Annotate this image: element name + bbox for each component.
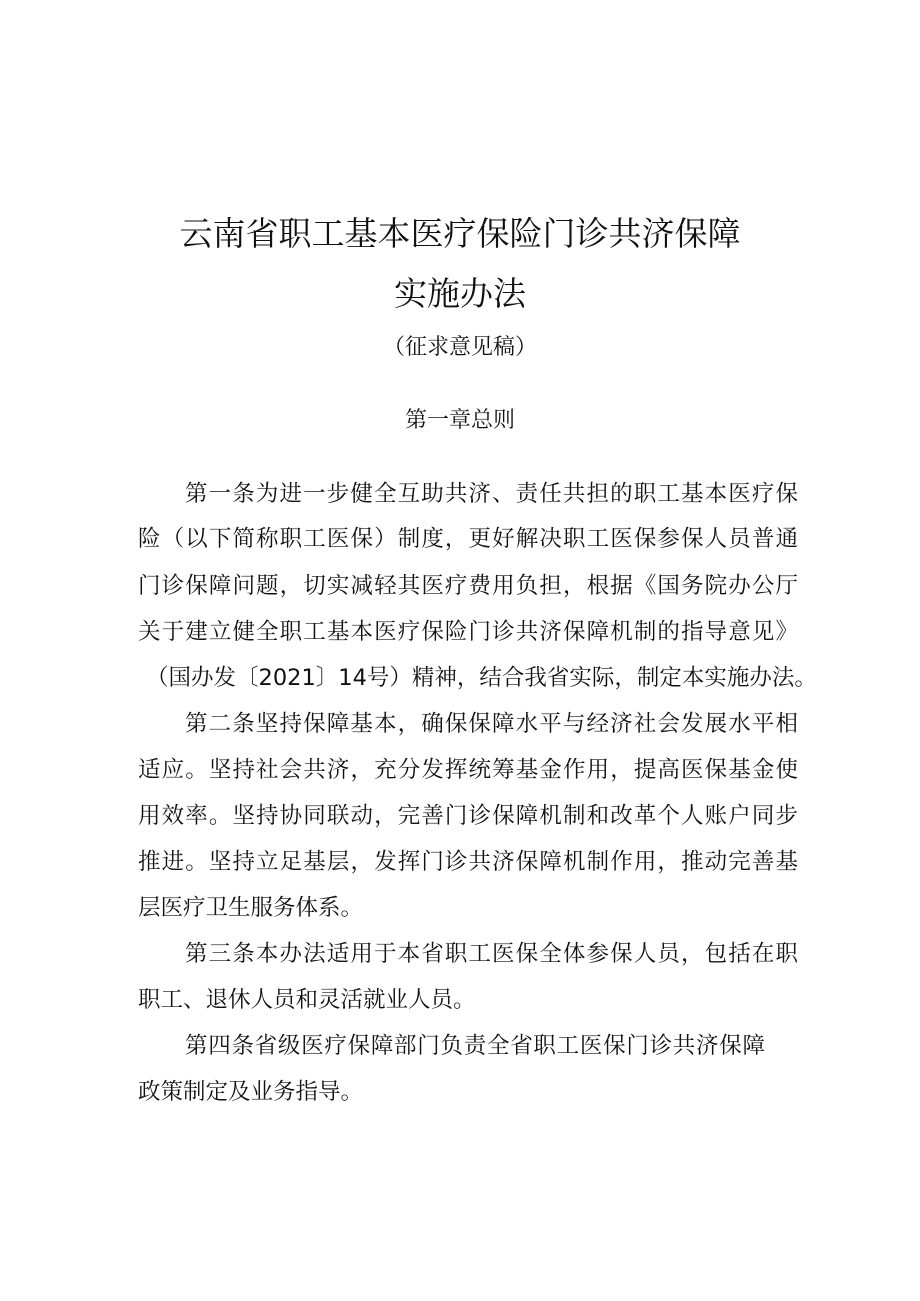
article-2-line-2: 适应。坚持社会共济，充分发挥统筹基金作用，提高医保基金使 bbox=[138, 757, 798, 783]
article-1-line-1: 第一条为进一步健全互助共济、责任共担的职工基本医疗保 bbox=[185, 481, 798, 507]
document-title-line-2: 实施办法 bbox=[394, 274, 526, 313]
article-3-line-1: 第三条本办法适用于本省职工医保全体参保人员，包括在职 bbox=[185, 941, 798, 967]
article-1-line-3: 门诊保障问题，切实减轻其医疗费用负担，根据《国务院办公厅 bbox=[138, 573, 798, 599]
chapter-heading: 第一章总则 bbox=[404, 408, 515, 433]
article-3-line-2: 职工、退休人员和灵活就业人员。 bbox=[138, 987, 476, 1013]
article-2-line-1: 第二条坚持保障基本，确保保障水平与经济社会发展水平相 bbox=[185, 711, 798, 737]
article-2-line-4: 推进。坚持立足基层，发挥门诊共济保障机制作用，推动完善基 bbox=[138, 849, 798, 875]
article-1-line-4: 关于建立健全职工基本医疗保险门诊共济保障机制的指导意见》 bbox=[138, 619, 798, 645]
article-2-line-5: 层医疗卫生服务体系。 bbox=[138, 895, 364, 921]
article-4-line-1: 第四条省级医疗保障部门负责全省职工医保门诊共济保障 bbox=[185, 1033, 765, 1059]
document-title-line-1: 云南省职工基本医疗保险门诊共济保障 bbox=[179, 214, 741, 253]
article-1-line-5: （国办发〔2021〕14号）精神，结合我省实际，制定本实施办法。 bbox=[146, 665, 817, 691]
article-4-line-2: 政策制定及业务指导。 bbox=[138, 1079, 364, 1105]
article-1-line-2: 险（以下简称职工医保）制度，更好解决职工医保参保人员普通 bbox=[138, 526, 798, 552]
article-2-line-3: 用效率。坚持协同联动，完善门诊保障机制和改革个人账户同步 bbox=[138, 803, 798, 829]
document-subtitle: （征求意见稿） bbox=[382, 335, 537, 360]
